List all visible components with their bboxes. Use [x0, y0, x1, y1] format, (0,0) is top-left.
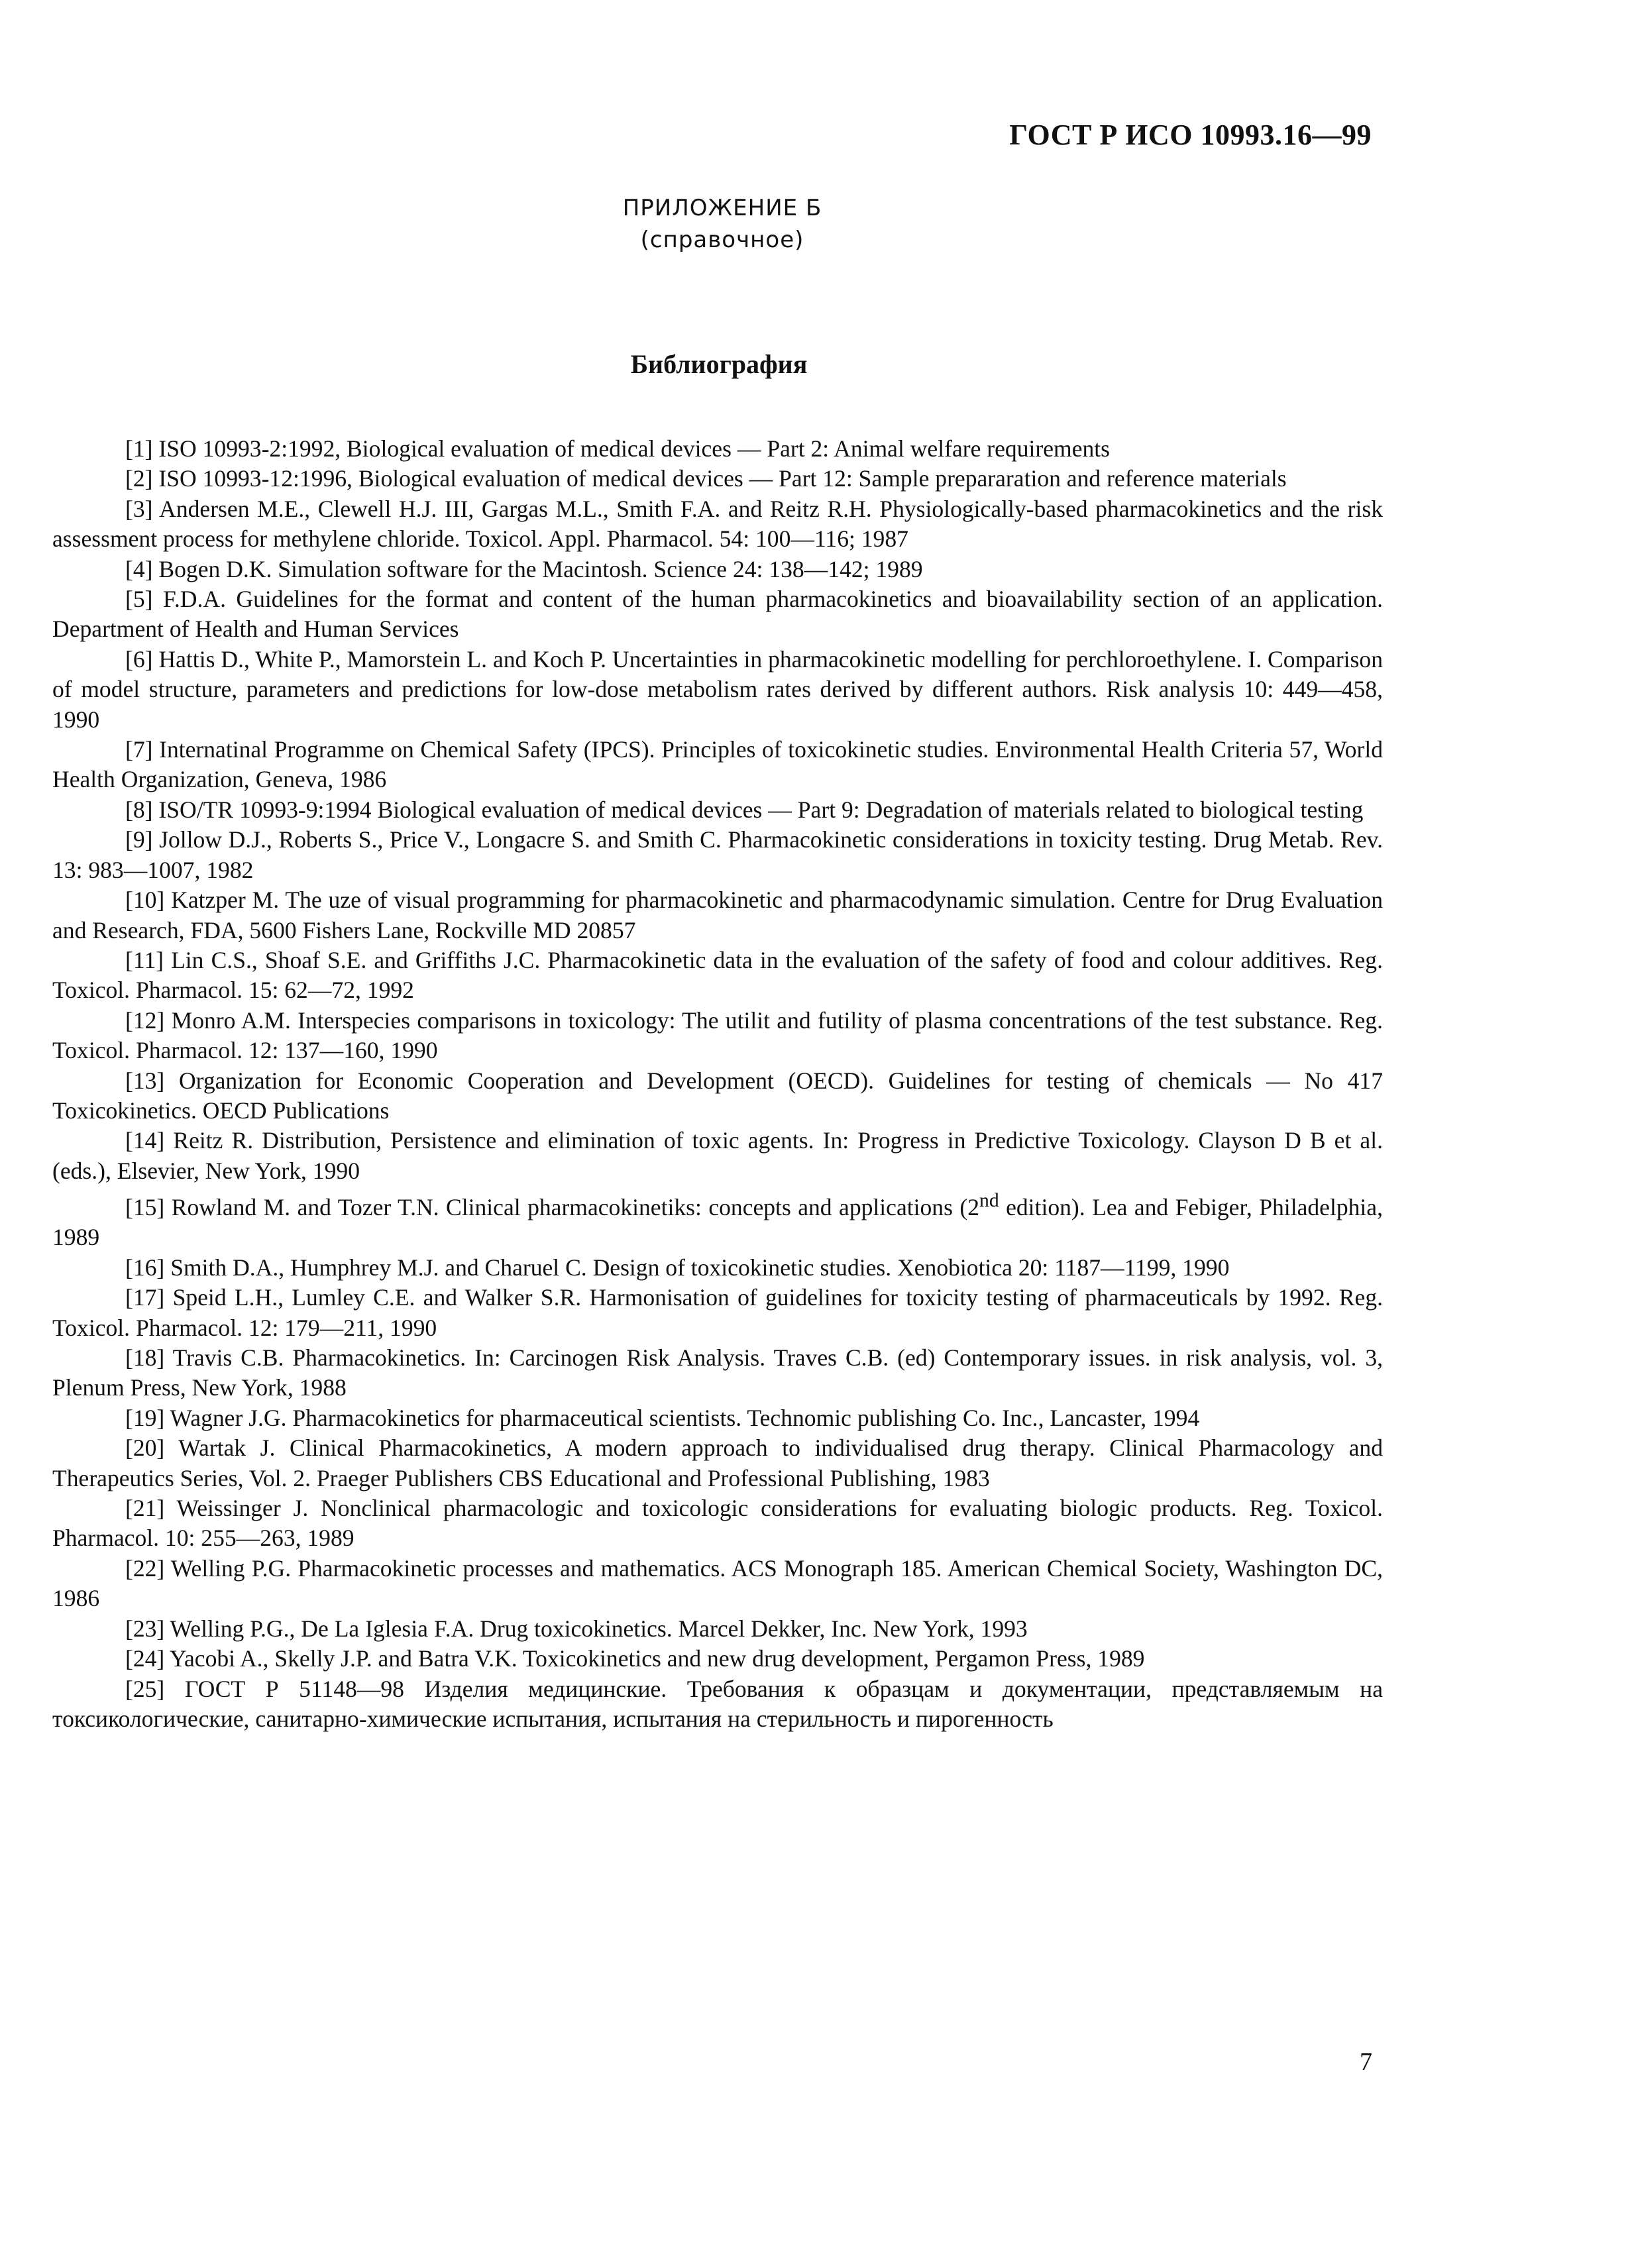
reference-item: [52, 1066, 1383, 1126]
reference-item: [52, 885, 1383, 945]
reference-text: Yacobi A., Skelly J.P. and Batra V.K. Toxicokinetics and new drug development, Pergamon Press, 1989: [169, 1645, 1145, 1672]
reference-text: Wartak J. Clinical Pharmacokinetics, A modern approach to individualised drug therapy. Clinical Pharmacology and Therapeutics Series, Vol. 2. Praeger Publishers CBS Educational and Professional Publishing, 1983: [52, 1434, 1383, 1491]
reference-text: Organization for Economic Cooperation and Development (OECD). Guidelines for testing of chemicals — No 417 Toxicokinetics. OECD Publications: [52, 1067, 1383, 1124]
reference-item: [52, 1493, 1383, 1554]
reference-number: [6]: [125, 645, 153, 673]
reference-text: Reitz R. Distribution, Persistence and elimination of toxic agents. In: Progress in Predictive Toxicology. Clayson D B et al. (eds.), Elsevier, New York, 1990: [52, 1127, 1383, 1184]
page-number: 7: [1360, 2048, 1372, 2076]
reference-list: [52, 434, 1383, 1734]
reference-item: [52, 1433, 1383, 1493]
reference-text: Weissinger J. Nonclinical pharmacologic and toxicologic considerations for evaluating biologic products. Reg. Toxicol. Pharmacol. 10: 255—263, 1989: [52, 1495, 1383, 1552]
reference-number: [21]: [125, 1495, 165, 1522]
reference-text: Monro A.M. Interspecies comparisons in toxicology: The utilit and futility of plasma concentrations of the test substance. Reg. Toxicol. Pharmacol. 12: 137—160, 1990: [52, 1006, 1383, 1064]
reference-item: [52, 645, 1383, 735]
reference-number: [10]: [125, 887, 165, 914]
reference-item: [52, 1126, 1383, 1186]
reference-item: [52, 1674, 1383, 1735]
reference-text: Speid L.H., Lumley C.E. and Walker S.R. Harmonisation of guidelines for toxicity testing of pharmaceuticals by 1992. Reg. Toxicol. Pharmacol. 12: 179—211, 1990: [52, 1284, 1384, 1341]
reference-item: [52, 1283, 1383, 1343]
reference-text: ISO/TR 10993-9:1994 Biological evaluation of medical devices — Part 9: Degradation of materials related to biological testing: [158, 796, 1364, 823]
reference-superscript: nd: [979, 1190, 999, 1212]
reference-text: Welling P.G., De La Iglesia F.A. Drug toxicokinetics. Marcel Dekker, Inc. New York, 1993: [170, 1615, 1028, 1642]
reference-text: Travis C.B. Pharmacokinetics. In: Carcinogen Risk Analysis. Traves C.B. (ed) Contemporary issues. in risk analysis, vol. 3, Plenum Press, New York, 1988: [52, 1344, 1384, 1401]
appendix-status: (справочное): [640, 227, 804, 253]
reference-item: [52, 555, 1383, 584]
reference-text: Rowland M. and Tozer T.N. Clinical pharmacokinetiks: concepts and applications (2: [171, 1194, 980, 1221]
reference-number: [19]: [125, 1404, 165, 1431]
reference-number: [7]: [125, 736, 153, 763]
reference-number: [14]: [125, 1127, 165, 1154]
reference-number: [23]: [125, 1615, 165, 1642]
reference-number: [12]: [125, 1006, 165, 1034]
reference-text: Bogen D.K. Simulation software for the Macintosh. Science 24: 138—142; 1989: [158, 555, 923, 582]
reference-item: [52, 1644, 1383, 1674]
reference-item: [52, 1554, 1383, 1614]
reference-text: edition). Lea and Febiger, Philadelphia, 1989: [52, 1194, 1383, 1251]
reference-item: [52, 584, 1383, 645]
reference-number: [13]: [125, 1067, 165, 1094]
reference-item: [52, 1006, 1383, 1066]
reference-item: [52, 825, 1383, 885]
reference-text: Wagner J.G. Pharmacokinetics for pharmaceutical scientists. Technomic publishing Co. Inc., Lancaster, 1994: [170, 1404, 1200, 1431]
reference-item: [52, 945, 1383, 1006]
reference-text: ГОСТ Р 51148—98 Изделия медицинские. Требования к образцам и документации, представляемым на токсикологические, санитарно-химические испытания, испытания на стерильность и пирогенность: [52, 1675, 1383, 1732]
reference-item: [52, 1343, 1383, 1403]
reference-text: ISO 10993-12:1996, Biological evaluation of medical devices — Part 12: Sample prepararation and reference materials: [158, 465, 1287, 492]
reference-number: [15]: [125, 1194, 165, 1221]
reference-text: Welling P.G. Pharmacokinetic processes and mathematics. ACS Monograph 185. American Chemical Society, Washington DC, 1986: [52, 1554, 1383, 1612]
reference-text: Katzper M. The uze of visual programming for pharmacokinetic and pharmacodynamic simulation. Centre for Drug Evaluation and Research, FDA, 5600 Fishers Lane, Rockville MD 20857: [52, 887, 1383, 944]
reference-text: ISO 10993-2:1992, Biological evaluation of medical devices — Part 2: Animal welfare requirements: [158, 435, 1111, 462]
document-code: ГОСТ Р ИСО 10993.16—99: [1009, 119, 1372, 151]
reference-number: [20]: [125, 1434, 165, 1462]
reference-text: Internatinal Programme on Chemical Safety (IPCS). Principles of toxicokinetic studies. Environmental Health Criteria 57, World Health Organization, Geneva, 1986: [52, 736, 1383, 793]
reference-number: [17]: [125, 1284, 165, 1311]
reference-item: [52, 1403, 1383, 1433]
reference-number: [2]: [125, 465, 153, 492]
reference-text: Smith D.A., Humphrey M.J. and Charuel C. Design of toxicokinetic studies. Xenobiotica 20: 1187—1199, 1990: [170, 1254, 1230, 1281]
reference-item: [52, 1186, 1383, 1253]
reference-item: [52, 735, 1383, 795]
reference-item: [52, 1253, 1383, 1283]
reference-item: [52, 795, 1383, 825]
reference-number: [5]: [125, 586, 153, 613]
reference-number: [3]: [125, 495, 153, 522]
reference-number: [11]: [125, 946, 164, 973]
appendix-heading: [0, 192, 1444, 256]
reference-number: [4]: [125, 555, 153, 582]
reference-number: [22]: [125, 1554, 165, 1582]
reference-number: [8]: [125, 796, 153, 823]
reference-text: Andersen M.E., Clewell H.J. III, Gargas M.L., Smith F.A. and Reitz R.H. Physiologically-based pharmacokinetics and the risk assessment process for methylene chloride. Toxicol. Appl. Pharmacol. 54: 100—116; 1987: [52, 495, 1384, 553]
reference-number: [25]: [125, 1675, 165, 1702]
reference-number: [9]: [125, 826, 153, 853]
reference-number: [24]: [125, 1645, 165, 1672]
reference-number: [16]: [125, 1254, 165, 1281]
reference-item: [52, 434, 1383, 464]
reference-item: [52, 1614, 1383, 1644]
reference-item: [52, 494, 1383, 555]
reference-text: Lin C.S., Shoaf S.E. and Griffiths J.C. Pharmacokinetic data in the evaluation of the safety of food and colour additives. Reg. Toxicol. Pharmacol. 15: 62—72, 1992: [52, 946, 1383, 1004]
bibliography-title: Библиография: [630, 349, 808, 379]
reference-text: Jollow D.J., Roberts S., Price V., Longacre S. and Smith C. Pharmacokinetic considerations in toxicity testing. Drug Metab. Rev. 13: 983—1007, 1982: [52, 826, 1383, 883]
reference-number: [18]: [125, 1344, 165, 1372]
reference-text: Hattis D., White P., Mamorstein L. and Koch P. Uncertainties in pharmacokinetic modelling for perchloroethylene. I. Comparison of model structure, parameters and predictions for low-dose metabolism rates derived by different authors. Risk analysis 10: 449—458, 1990: [52, 645, 1383, 733]
reference-item: [52, 464, 1383, 494]
reference-text: F.D.A. Guidelines for the format and content of the human pharmacokinetics and bioavailability section of an application. Department of Health and Human Services: [52, 586, 1383, 643]
appendix-label: ПРИЛОЖЕНИЕ Б: [622, 195, 822, 221]
reference-number: [1]: [125, 435, 153, 462]
